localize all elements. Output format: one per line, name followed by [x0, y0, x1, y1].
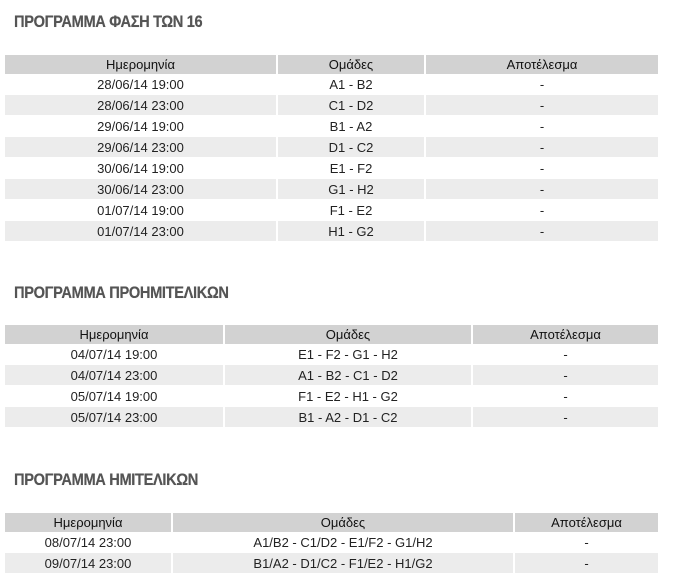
match-date: 01/07/14 19:00 — [5, 200, 277, 221]
match-teams: A1 - B2 - C1 - D2 — [224, 365, 472, 386]
header-result: Αποτέλεσμα — [472, 325, 658, 344]
match-teams: E1 - F2 - G1 - H2 — [224, 344, 472, 365]
quarter-finals-table — [5, 325, 658, 428]
match-result: - — [472, 344, 658, 365]
match-date: 30/06/14 23:00 — [5, 179, 277, 200]
table-row — [5, 386, 658, 407]
match-date: 28/06/14 23:00 — [5, 95, 277, 116]
header-teams: Ομάδες — [172, 513, 514, 532]
table-header-row — [5, 55, 658, 74]
header-result: Αποτέλεσμα — [425, 55, 658, 74]
match-date: 04/07/14 19:00 — [5, 344, 224, 365]
match-result: - — [514, 553, 658, 574]
table-row — [5, 179, 658, 200]
table-header-row — [5, 513, 658, 532]
match-date: 29/06/14 23:00 — [5, 137, 277, 158]
match-teams: D1 - C2 — [277, 137, 425, 158]
header-teams: Ομάδες — [224, 325, 472, 344]
table-header-row — [5, 325, 658, 344]
match-teams: A1/B2 - C1/D2 - E1/F2 - G1/H2 — [172, 532, 514, 553]
match-date: 04/07/14 23:00 — [5, 365, 224, 386]
table-row — [5, 407, 658, 428]
match-result: - — [425, 158, 658, 179]
match-date: 05/07/14 23:00 — [5, 407, 224, 428]
header-result: Αποτέλεσμα — [514, 513, 658, 532]
semi-finals-title: ΠΡΟΓΡΑΜΜΑ ΗΜΙΤΕΛΙΚΩΝ — [14, 470, 198, 489]
quarter-finals-title: ΠΡΟΓΡΑΜΜΑ ΠΡΟΗΜΙΤΕΛΙΚΩΝ — [14, 283, 229, 302]
match-result: - — [425, 137, 658, 158]
match-result: - — [514, 532, 658, 553]
table-row — [5, 158, 658, 179]
table-row — [5, 532, 658, 553]
match-teams: B1 - A2 - D1 - C2 — [224, 407, 472, 428]
match-date: 09/07/14 23:00 — [5, 553, 172, 574]
table-row — [5, 200, 658, 221]
match-date: 08/07/14 23:00 — [5, 532, 172, 553]
match-teams: E1 - F2 — [277, 158, 425, 179]
match-date: 01/07/14 23:00 — [5, 221, 277, 242]
semi-finals-table — [5, 513, 658, 574]
match-teams: F1 - E2 — [277, 200, 425, 221]
match-teams: H1 - G2 — [277, 221, 425, 242]
table-row — [5, 95, 658, 116]
match-result: - — [425, 74, 658, 95]
match-result: - — [472, 407, 658, 428]
table-row — [5, 344, 658, 365]
match-teams: F1 - E2 - H1 - G2 — [224, 386, 472, 407]
header-teams: Ομάδες — [277, 55, 425, 74]
match-result: - — [425, 179, 658, 200]
table-row — [5, 221, 658, 242]
table-row — [5, 365, 658, 386]
header-date: Ημερομηνία — [5, 513, 172, 532]
match-result: - — [425, 221, 658, 242]
table-row — [5, 137, 658, 158]
table-row — [5, 74, 658, 95]
match-date: 29/06/14 19:00 — [5, 116, 277, 137]
table-row — [5, 553, 658, 574]
match-teams: G1 - H2 — [277, 179, 425, 200]
header-date: Ημερομηνία — [5, 55, 277, 74]
round-of-16-title: ΠΡΟΓΡΑΜΜΑ ΦΑΣΗ ΤΩΝ 16 — [14, 12, 203, 31]
match-teams: A1 - B2 — [277, 74, 425, 95]
match-date: 30/06/14 19:00 — [5, 158, 277, 179]
match-teams: B1/A2 - D1/C2 - F1/E2 - H1/G2 — [172, 553, 514, 574]
table-row — [5, 116, 658, 137]
round-of-16-table — [5, 55, 658, 242]
match-result: - — [425, 95, 658, 116]
header-date: Ημερομηνία — [5, 325, 224, 344]
match-result: - — [472, 386, 658, 407]
match-result: - — [425, 116, 658, 137]
match-result: - — [472, 365, 658, 386]
match-teams: B1 - A2 — [277, 116, 425, 137]
match-date: 28/06/14 19:00 — [5, 74, 277, 95]
match-date: 05/07/14 19:00 — [5, 386, 224, 407]
match-teams: C1 - D2 — [277, 95, 425, 116]
match-result: - — [425, 200, 658, 221]
